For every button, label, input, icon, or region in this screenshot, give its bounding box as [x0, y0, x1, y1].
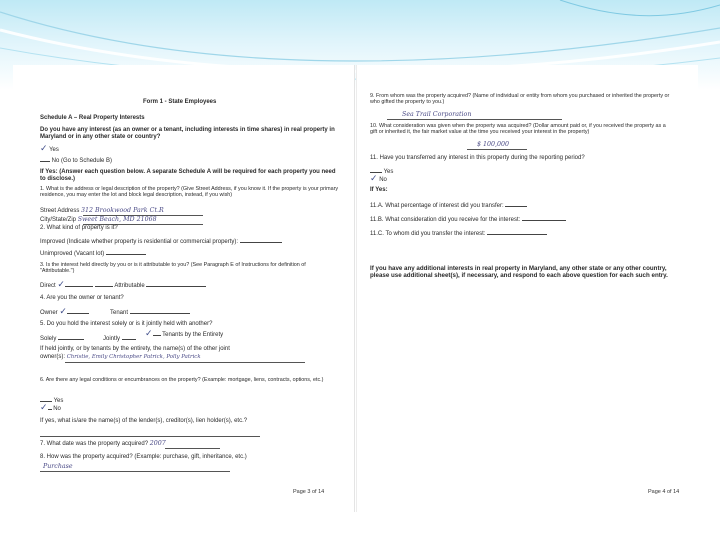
- unimproved-row: Unimproved (Vacant lot): [40, 248, 146, 258]
- question-11a: 11.A. What percentage of interest did you transfer:: [370, 200, 527, 210]
- joint-owners-text: If held jointly, or by tenants by the entirety, the name(s) of the other joint: [40, 346, 230, 352]
- question-11: 11. Have you transferred any interest in this property during the reporting period?: [370, 155, 585, 161]
- checkmark-icon: ✓: [57, 280, 65, 290]
- lien-holders-text: If yes, what is/are the name(s) of the lender(s), creditor(s), lien holder(s), etc.?: [40, 418, 248, 424]
- question-1: 1. What is the address or legal description of the property? (Give Street Address, if you know it. If the property is your primary residence, you may enter the lot and block legal description, instead, if you wish): [40, 186, 339, 199]
- checkmark-icon: ✓: [40, 144, 48, 154]
- tenant-row: Tenant: [110, 307, 190, 317]
- joint-owners-value: Christie, Emily Christopher Patrick, Polly Patrick: [66, 354, 201, 360]
- transfer-yes: Yes: [370, 166, 393, 176]
- question-9: 9. From whom was the property acquired? (Name of individual or entity from whom you purchased or inherited the property or who gifted the property to you.): [370, 93, 670, 106]
- form-page-4: [356, 65, 698, 512]
- how-acquired-value: Purchase: [43, 463, 73, 470]
- form-page-3: [13, 65, 355, 512]
- question-11c: 11.C. To whom did you transfer the interest:: [370, 228, 547, 238]
- entirety-row: ✓ Tenants by the Entirety: [145, 329, 224, 339]
- page-number: Page 4 of 14: [648, 489, 680, 495]
- solely-row: Solely: [40, 333, 84, 343]
- improved-row: Improved (Indicate whether property is residential or commercial property):: [40, 236, 282, 246]
- question-2: 2. What kind of property is it?: [40, 225, 118, 231]
- owner-row: Owner ✓: [40, 307, 89, 317]
- acquired-from-value: Sea Trail Corporation: [402, 111, 472, 118]
- checkmark-icon: ✓: [370, 174, 378, 184]
- if-yes-label: If Yes:: [370, 187, 388, 193]
- checkmark-icon: ✓: [40, 403, 48, 413]
- checkmark-icon: ✓: [145, 329, 153, 339]
- if-yes-note: If Yes: (Answer each question below. A separate Schedule A will be required for each property you need to disclose.): [40, 169, 336, 183]
- question-3: 3. Is the interest held directly by you or is it attributable to you? (See Paragraph E of Instructions for definition of "Attributable."): [40, 262, 306, 275]
- schedule-title: Schedule A – Real Property Interests: [40, 115, 145, 121]
- question-4: 4. Are you the owner or tenant?: [40, 295, 124, 301]
- question-11b: 11.B. What consideration did you receive for the interest:: [370, 214, 566, 224]
- intro-yes: ✓ Yes: [40, 144, 59, 154]
- attributable-row: Attributable: [95, 280, 206, 290]
- consideration-value: $ 100,000: [477, 141, 510, 148]
- city-state-zip-row: City/State/Zip Sweet Beach, MD 21068: [40, 216, 157, 223]
- question-6: 6. Are there any legal conditions or encumbrances on the property? (Example: mortgage, liens, contracts, options, etc.): [40, 377, 324, 383]
- transfer-no: ✓ No: [370, 174, 387, 184]
- question-intro: Do you have any interest (as an owner or a tenant, including interests in time shares) in real property in Maryland or in any other state or country?: [40, 127, 335, 141]
- jointly-row: Jointly: [103, 333, 136, 343]
- date-acquired-value: 2007: [149, 440, 166, 447]
- page-number: Page 3 of 14: [293, 489, 325, 495]
- checkmark-icon: ✓: [59, 307, 67, 317]
- street-address-row: Street Address 312 Brookwood Park Ct.R: [40, 207, 164, 214]
- additional-interests-note: If you have any additional interests in real property in Maryland, any other state or any other country, please use additional sheet(s), if necessary, and respond to each above question for each such entry.: [370, 265, 668, 280]
- form-title: Form 1 - State Employees: [143, 99, 217, 105]
- joint-owners-row: owner(s): Christie, Emily Christopher Patrick, Polly Patrick: [40, 354, 201, 360]
- direct-row: Direct ✓: [40, 280, 93, 290]
- question-5: 5. Do you hold the interest solely or is it jointly held with another?: [40, 321, 213, 327]
- street-address-value: 312 Brookwood Park Ct.R: [81, 207, 164, 214]
- encumbrance-no: ✓ No: [40, 403, 61, 413]
- question-10: 10. What consideration was given when the property was acquired? (Dollar amount paid or, if you received the property as a gift or inherited it, the fair market value at the time you received your interest in the property): [370, 123, 666, 136]
- question-7: 7. What date was the property acquired? 2007: [40, 440, 166, 447]
- question-8: 8. How was the property acquired? (Example: purchase, gift, inheritance, etc.): [40, 454, 247, 460]
- encumbrance-yes: Yes: [40, 395, 63, 405]
- city-state-zip-value: Sweet Beach, MD 21068: [77, 216, 157, 223]
- intro-no: No (Go to Schedule B): [40, 155, 112, 165]
